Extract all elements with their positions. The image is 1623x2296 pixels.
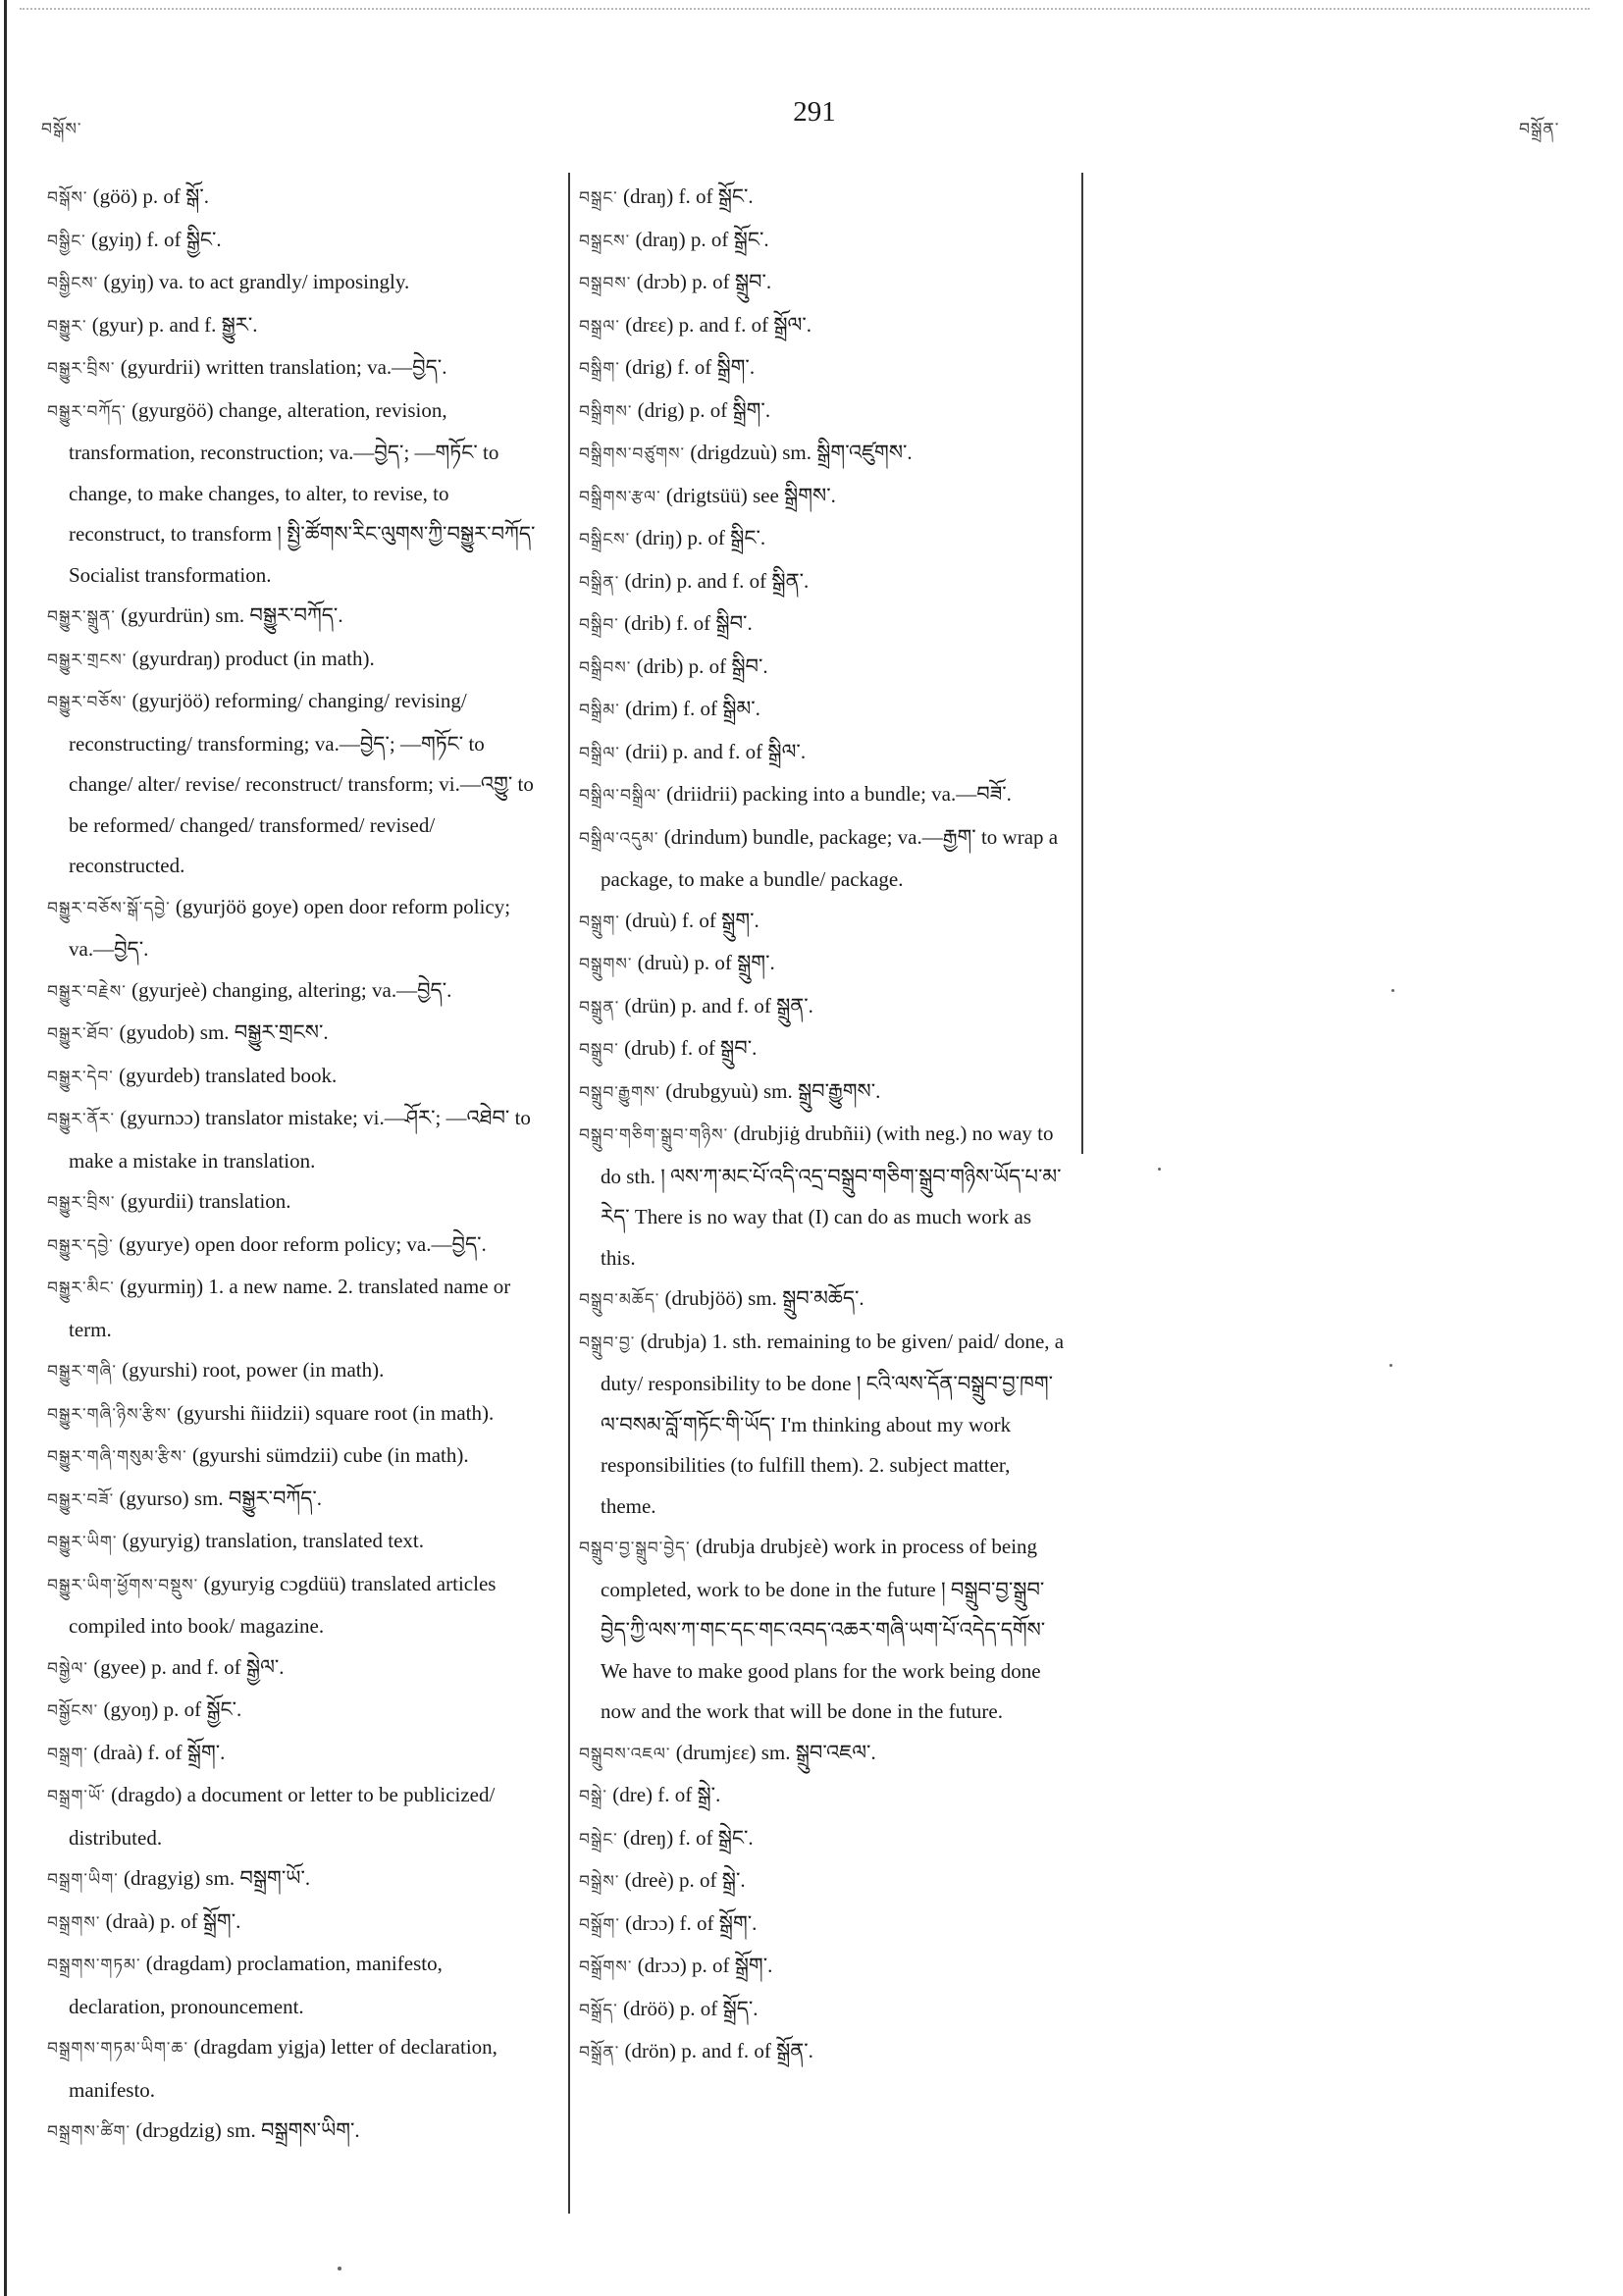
- entry-headword: བསྒྱུར་བརྗེས་: [47, 981, 127, 1002]
- entry-headword: བསྒྱུར་: [47, 316, 87, 337]
- dictionary-entry: [579, 518, 1070, 561]
- dictionary-entry: [47, 1902, 538, 1945]
- entry-definition: (gyurshi ñiidzii) square root (in math).: [177, 1400, 495, 1425]
- dictionary-entry: [47, 177, 538, 220]
- entry-definition: (gyurjöö) reforming/ changing/ revising/ reconstructing/ transforming; va.—བྱེད་; —གཏོང་ to change/ alter/ revise/ reconstruct/ transform; vi.—འགྱུ་ to be reformed/ changed/ transformed/ revised/ reconstructed.: [69, 689, 534, 877]
- scan-speck: [1389, 1364, 1392, 1367]
- entry-headword: བསྒྱུར་གཞི་: [47, 1362, 117, 1382]
- dictionary-entry: [47, 347, 538, 391]
- dictionary-entry: [47, 1647, 538, 1691]
- dictionary-entry: [47, 596, 538, 639]
- dictionary-entry: [47, 1479, 538, 1522]
- entry-headword: བསྒྲིན་: [579, 572, 620, 593]
- dictionary-entry: [579, 2031, 1070, 2074]
- entry-definition: (drii) p. and f. of སྒྲིལ་.: [625, 739, 807, 763]
- dictionary-entry: [47, 2111, 538, 2154]
- entry-headword: བསྒྱུར་དེབ་: [47, 1067, 114, 1087]
- entry-headword: བསྒྱིངས་: [47, 274, 99, 293]
- entry-definition: (draŋ) p. of སྒྲོང་.: [635, 227, 769, 251]
- dictionary-entry: [47, 1690, 538, 1733]
- entry-definition: (gyur) p. and f. སྒྱུར་.: [91, 312, 258, 337]
- dictionary-entry: [47, 1267, 538, 1350]
- page-number: 291: [793, 96, 836, 128]
- dictionary-entry: [579, 305, 1070, 348]
- entry-definition: (drubja drubjɛè) work in process of being completed, work to be done in the future ། བསྒྲུབ་བྱ་སྒྲུབ་བྱེད་ཀྱི་ལས་ཀ་གང་དང་གང་འབད་འཆར་གཞི་ཡག་པོ་འདེད་དགོས་ We have to make good plans for the work being done now and the work that will be done in the future.: [601, 1535, 1046, 1723]
- dictionary-entry: [47, 262, 538, 305]
- entry-definition: (gyurye) open door reform policy; va.—བྱེད་.: [119, 1231, 487, 1256]
- entry-headword: བསྒྲིམ་: [579, 701, 620, 720]
- dictionary-entry: [579, 647, 1070, 690]
- entry-headword: བསྒྲུག་: [579, 912, 620, 932]
- entry-headword: བསྒྱུར་བཅོས་སྒོ་དབྱེ་: [47, 898, 171, 918]
- entry-headword: བསྒྲུན་: [579, 997, 620, 1018]
- running-head-right: བསྒྲོན་: [1519, 120, 1560, 139]
- dictionary-entry: [579, 774, 1070, 817]
- dictionary-entry: [579, 347, 1070, 391]
- entry-definition: (gyiŋ) va. to act grandly/ imposingly.: [103, 270, 410, 293]
- entry-headword: བསྒྱུར་ཡིག་ཕྱོགས་བསྡུས་: [47, 1575, 199, 1595]
- entry-definition: (dragdo) a document or letter to be publicized/ distributed.: [69, 1783, 496, 1850]
- entry-definition: (drigtsüü) see སྒྲིགས་.: [665, 483, 836, 507]
- entry-definition: (gyurshi) root, power (in math).: [122, 1358, 385, 1382]
- entry-headword: བསྒྲུབས་འཇལ་: [579, 1744, 671, 1764]
- entry-headword: བསྒྲིལ་: [579, 743, 620, 763]
- entry-headword: བསྒྲིག་: [579, 359, 620, 379]
- entry-definition: (drib) p. of སྒྲིབ་.: [636, 653, 768, 678]
- scan-speck: [1158, 1168, 1161, 1171]
- dictionary-entry: [579, 901, 1070, 944]
- entry-headword: བསྒྲིབ་: [579, 615, 619, 635]
- entry-definition: (drubjiġ drubñii) (with neg.) no way to do sth. ། ལས་ཀ་མང་པོ་འདི་འདྲ་བསྒྲུབ་གཅིག་སྒྲུབ་གཉིས་ཡོད་པ་མ་རེད་ There is no way that (I) can do as much work as this.: [601, 1122, 1062, 1270]
- dictionary-entry: [579, 1860, 1070, 1904]
- dictionary-entry: [579, 1733, 1070, 1776]
- dictionary-entry: [579, 177, 1070, 220]
- entry-headword: བསྒྱུར་གཞི་གསུམ་རྩིས་: [47, 1447, 187, 1467]
- entry-definition: (gyurgöö) change, alteration, revision, transformation, reconstruction; va.—བྱེད་; —གཏོང་ to change, to make changes, to alter, to revise, to reconstruct, to transform ། སྤྱི་ཚོགས་རིང་ལུགས་ཀྱི་བསྒྱུར་བཀོད་ Socialist transformation.: [69, 397, 536, 587]
- entry-headword: བསྒྲུབ་གཅིག་སྒྲུབ་གཉིས་: [579, 1125, 729, 1145]
- entry-headword: བསྒྱོངས་: [47, 1701, 99, 1721]
- scan-left-edge: [4, 0, 7, 2296]
- entry-headword: བསྒྲབས་: [579, 274, 632, 293]
- entry-headword: བསྒྱུར་བཟོ་: [47, 1489, 115, 1510]
- entry-definition: (druù) f. of སྒྲུག་.: [625, 908, 759, 932]
- entry-headword: བསྒྲིབས་: [579, 657, 632, 678]
- entry-definition: (drindum) bundle, package; va.—རྒྱག་ to wrap a package, to make a bundle/ package.: [601, 824, 1059, 891]
- running-head-left: བསྒོས་: [41, 120, 82, 139]
- dictionary-entry: [579, 1818, 1070, 1861]
- scan-speck: [338, 2267, 341, 2270]
- entry-headword: བསྒྲོན་: [579, 2043, 620, 2062]
- entry-headword: བསྒྱུར་མིང་: [47, 1278, 115, 1298]
- entry-headword: བསྒྲུབ་བྱ་སྒྲུབ་བྱེད་: [579, 1539, 691, 1558]
- entry-definition: (dreŋ) f. of སྒྲེང་.: [623, 1825, 754, 1850]
- entry-definition: (dröö) p. of སྒྲོད་.: [623, 1996, 759, 2020]
- dictionary-entry: [579, 689, 1070, 732]
- entry-headword: བསྒྲིགས་རྩལ་: [579, 487, 661, 507]
- dictionary-entry: [579, 391, 1070, 434]
- entry-definition: (draà) f. of སྒྲོག་.: [93, 1740, 226, 1764]
- dictionary-entry: [579, 1946, 1070, 1989]
- left-column: [47, 177, 538, 2154]
- entry-headword: བསྒྲོག་: [579, 1914, 620, 1935]
- dictionary-entry: [47, 1858, 538, 1902]
- scan-top-edge: [20, 8, 1590, 10]
- entry-definition: (gyurnɔɔ) translator mistake; vi.—ཤོར་; —འཐེབ་ to make a mistake in translation.: [69, 1106, 531, 1173]
- entry-headword: བསྒྲག་: [47, 1744, 88, 1764]
- entry-definition: (dreè) p. of སྒྲེ་.: [624, 1868, 746, 1892]
- dictionary-entry: [579, 1114, 1070, 1278]
- entry-headword: བསྒྱུར་གྲངས་: [47, 650, 128, 670]
- entry-headword: བསྒྱུར་བྲིས་: [47, 1193, 116, 1213]
- dictionary-entry: [47, 887, 538, 970]
- entry-headword: བསྒྲོད་: [579, 2000, 618, 2020]
- entry-definition: (dragyig) sm. བསྒྲག་ཡོ་.: [124, 1866, 311, 1890]
- entry-headword: བསྒྲུགས་: [579, 955, 633, 974]
- entry-headword: བསྒྱུར་ཐོབ་: [47, 1024, 115, 1044]
- entry-definition: (gyurdrün) sm. བསྒྱུར་བཀོད་.: [121, 603, 343, 627]
- dictionary-entry: [47, 681, 538, 887]
- dictionary-entry: [47, 1944, 538, 2027]
- entry-definition: (drim) f. of སྒྲིམ་.: [625, 697, 760, 720]
- entry-definition: (dre) f. of སྒྲེ་.: [612, 1783, 721, 1806]
- entry-headword: བསྒྱུར་བཀོད་: [47, 401, 127, 422]
- dictionary-entry: [47, 1350, 538, 1393]
- entry-definition: (gyiŋ) f. of སྒྱིང་.: [91, 227, 222, 251]
- dictionary-entry: [579, 943, 1070, 986]
- entry-definition: (drɔgdzig) sm. བསྒྲགས་ཡིག་.: [135, 2118, 360, 2142]
- entry-definition: (gyudob) sm. བསྒྱུར་གྲངས་.: [119, 1020, 329, 1044]
- dictionary-entry: [579, 1028, 1070, 1071]
- entry-definition: (drɔɔ) p. of སྒྲོག་.: [637, 1954, 773, 1977]
- dictionary-entry: [579, 220, 1070, 263]
- dictionary-entry: [47, 1775, 538, 1858]
- dictionary-entry: [47, 1564, 538, 1647]
- entry-headword: བསྒྱུར་ནོར་: [47, 1110, 116, 1129]
- entry-headword: བསྒྲེ་: [579, 1787, 607, 1806]
- dictionary-entry: [47, 1225, 538, 1268]
- entry-headword: བསྒྱུར་དབྱེ་: [47, 1235, 114, 1256]
- entry-definition: (drib) f. of སྒྲིབ་.: [624, 611, 753, 635]
- entry-definition: (draà) p. of སྒྲོག་.: [105, 1908, 241, 1933]
- entry-headword: བསྒྲགས་ཚིག་: [47, 2122, 131, 2142]
- entry-definition: (drön) p. and f. of སྒྲོན་.: [624, 2039, 813, 2062]
- dictionary-entry: [579, 603, 1070, 647]
- dictionary-entry: [47, 1435, 538, 1479]
- entry-headword: བསྒྲགས་: [47, 1912, 101, 1933]
- right-column: [579, 177, 1070, 2074]
- dictionary-entry: [579, 732, 1070, 775]
- entry-definition: (driidrii) packing into a bundle; va.—བཟོ་.: [666, 782, 1012, 806]
- entry-headword: བསྒྱེལ་: [47, 1658, 88, 1679]
- entry-definition: (drigdzuù) sm. སྒྲིག་འཛུགས་.: [690, 441, 913, 464]
- entry-headword: བསྒྲག་ཡོ་: [47, 1787, 106, 1806]
- entry-headword: བསྒྲིགས་བཙུགས་: [579, 444, 686, 464]
- entry-definition: (gyurjeè) changing, altering; va.—བྱེད་.: [131, 977, 452, 1002]
- scan-speck: [1391, 989, 1394, 992]
- entry-definition: (drub) f. of སྒྲུབ་.: [624, 1036, 758, 1060]
- entry-definition: (gyurdeb) translated book.: [119, 1063, 338, 1087]
- entry-definition: (gyurdraŋ) product (in math).: [131, 646, 375, 670]
- entry-definition: (drün) p. and f. of སྒྲུན་.: [624, 993, 813, 1018]
- dictionary-entry: [47, 391, 538, 597]
- entry-headword: བསྒྲིངས་: [579, 530, 631, 549]
- entry-definition: (drɔb) p. of སྒྲུབ་.: [636, 270, 772, 293]
- entry-definition: (gyurso) sm. བསྒྱུར་བཀོད་.: [119, 1486, 323, 1510]
- entry-headword: བསྒྱུར་གཞི་ཉིས་རྩིས་: [47, 1404, 172, 1425]
- entry-definition: (gyuryig cɔgdüü) translated articles compiled into book/ magazine.: [69, 1571, 497, 1638]
- entry-definition: (drɛɛ) p. and f. of སྒྲོལ་.: [625, 312, 812, 337]
- entry-definition: (drig) p. of སྒྲིག་.: [637, 397, 771, 422]
- entry-definition: (draŋ) f. of སྒྲོང་.: [623, 184, 754, 208]
- entry-definition: (drumjɛɛ) sm. སྒྲུབ་འཇལ་.: [675, 1740, 876, 1764]
- entry-definition: (gyurdrii) written translation; va.—བྱེད་.: [120, 355, 447, 379]
- entry-headword: བསྒྲུབ་བྱ་: [579, 1332, 636, 1353]
- dictionary-entry: [579, 1989, 1070, 2032]
- entry-headword: བསྒྲོགས་: [579, 1957, 633, 1977]
- dictionary-entry: [579, 262, 1070, 305]
- dictionary-entry: [579, 817, 1070, 901]
- column-divider: [568, 173, 570, 2214]
- entry-definition: (gyoŋ) p. of སྒྱོང་.: [103, 1697, 242, 1721]
- entry-headword: བསྒྲངས་: [579, 231, 631, 251]
- entry-headword: བསྒྲུབ་རྒྱུགས་: [579, 1082, 660, 1103]
- entry-definition: (gyurjöö goye) open door reform policy; va.—བྱེད་.: [69, 894, 511, 961]
- dictionary-entry: [579, 986, 1070, 1029]
- dictionary-entry: [47, 2027, 538, 2111]
- entry-definition: (drin) p. and f. of སྒྲིན་.: [624, 568, 810, 593]
- dictionary-entry: [579, 433, 1070, 476]
- entry-headword: བསྒྱུར་སྒྲུན་: [47, 607, 116, 627]
- dictionary-entry: [47, 1521, 538, 1564]
- entry-definition: (drubjöö) sm. སྒྲུབ་མཆོད་.: [664, 1286, 864, 1310]
- dictionary-entry: [579, 1322, 1070, 1528]
- entry-definition: (druù) p. of སྒྲུག་.: [637, 951, 775, 974]
- dictionary-entry: [579, 1527, 1070, 1733]
- dictionary-entry: [579, 1904, 1070, 1947]
- entry-definition: (dragdam) proclamation, manifesto, declaration, pronouncement.: [69, 1952, 443, 2018]
- dictionary-entry: [47, 1393, 538, 1436]
- dictionary-entry: [579, 1278, 1070, 1322]
- entry-headword: བསྒྲུབ་: [579, 1040, 619, 1060]
- dictionary-entry: [579, 561, 1070, 604]
- entry-headword: བསྒོས་: [47, 188, 88, 208]
- entry-definition: (dragdam yigja) letter of declaration, manifesto.: [69, 2035, 497, 2102]
- dictionary-entry: [579, 1071, 1070, 1115]
- entry-headword: བསྒྲགས་གཏམ་: [47, 1956, 141, 1975]
- entry-headword: བསྒྲིལ་འདུམ་: [579, 828, 659, 849]
- entry-definition: (driŋ) p. of སྒྲིང་.: [635, 526, 766, 549]
- entry-headword: བསྒྱིང་: [47, 231, 86, 251]
- entry-definition: (drɔɔ) f. of སྒྲོག་.: [625, 1910, 758, 1935]
- entry-headword: བསྒྱུར་བྲིས་: [47, 359, 116, 379]
- entry-headword: བསྒྲག་ཡིག་: [47, 1870, 119, 1890]
- dictionary-entry: [47, 639, 538, 682]
- dictionary-entry: [47, 220, 538, 263]
- entry-headword: བསྒྲུབ་མཆོད་: [579, 1290, 660, 1310]
- entry-definition: (gyee) p. and f. of སྒྱེལ་.: [93, 1654, 285, 1679]
- dictionary-entry: [47, 1013, 538, 1056]
- dictionary-entry: [579, 476, 1070, 519]
- entry-headword: བསྒྲང་: [579, 188, 618, 208]
- dictionary-entry: [47, 1733, 538, 1776]
- entry-headword: བསྒྲལ་: [579, 316, 620, 337]
- entry-definition: (gyurshi sümdzii) cube (in math).: [191, 1443, 469, 1467]
- entry-headword: བསྒྲིགས་: [579, 401, 633, 422]
- entry-definition: (drig) f. of སྒྲིག་.: [625, 355, 756, 379]
- right-margin-rule: [1081, 173, 1083, 1154]
- entry-definition: (gyurdii) translation.: [120, 1189, 291, 1213]
- dictionary-entry: [47, 1181, 538, 1225]
- dictionary-entry: [47, 1098, 538, 1181]
- dictionary-entry: [579, 1775, 1070, 1818]
- entry-headword: བསྒྲགས་གཏམ་ཡིག་ཆ་: [47, 2039, 189, 2059]
- entry-headword: བསྒྲེས་: [579, 1872, 620, 1892]
- entry-definition: (gyurmiŋ) 1. a new name. 2. translated name or term.: [69, 1275, 511, 1341]
- dictionary-entry: [47, 970, 538, 1014]
- entry-headword: བསྒྲིལ་བསྒྲིལ་: [579, 786, 661, 806]
- dictionary-entry: [47, 305, 538, 348]
- entry-headword: བསྒྱུར་ཡིག་: [47, 1533, 118, 1552]
- entry-definition: (göö) p. of སྒོ་.: [92, 184, 209, 208]
- entry-definition: (gyuryig) translation, translated text.: [122, 1529, 424, 1552]
- dictionary-entry: [47, 1056, 538, 1099]
- entry-headword: བསྒྱུར་བཅོས་: [47, 693, 128, 712]
- entry-headword: བསྒྲེང་: [579, 1829, 618, 1850]
- entry-definition: (drubgyuù) sm. སྒྲུབ་རྒྱུགས་.: [665, 1078, 881, 1103]
- entry-definition: (drubja) 1. sth. remaining to be given/ paid/ done, a duty/ responsibility to be done ། ངའི་ལས་དོན་བསྒྲུབ་བྱ་ཁག་ལ་བསམ་བློ་གཏོང་གི་ཡོད་ I'm thinking about my work responsibilities (to fulfill them). 2. subject matter, theme.: [601, 1329, 1065, 1518]
